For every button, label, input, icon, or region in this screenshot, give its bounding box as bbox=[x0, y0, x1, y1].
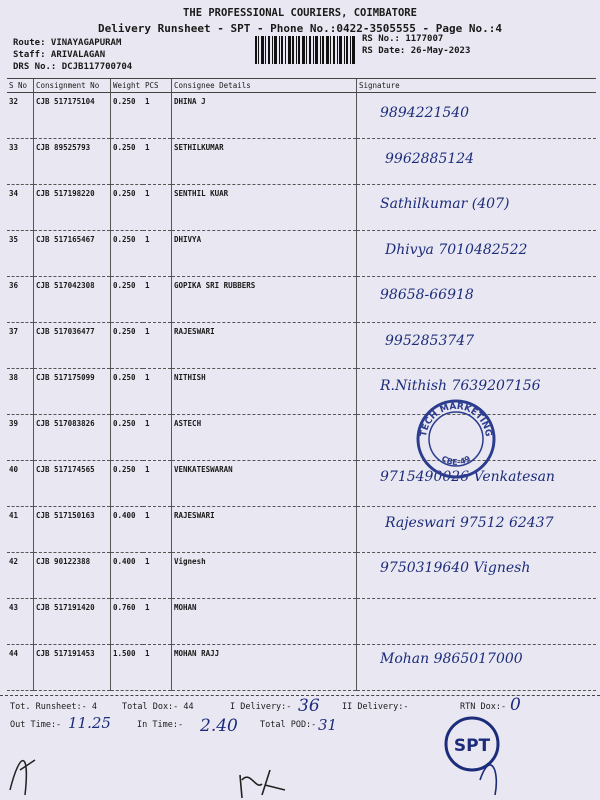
runsheet-subtitle: Delivery Runsheet - SPT - Phone No.:0422-3505555 - Page No.:4 bbox=[98, 22, 502, 35]
col-signature: Signature bbox=[357, 79, 597, 93]
cell-pcs: 1 bbox=[143, 185, 172, 231]
handwritten-signature: 9894221540 bbox=[380, 105, 470, 121]
table-row bbox=[7, 277, 596, 323]
cell-consignee: MOHAN bbox=[172, 599, 357, 645]
cell-weight: 0.250 bbox=[111, 369, 144, 415]
cell-sno: 36 bbox=[7, 277, 34, 323]
staff-label: Staff: ARIVALAGAN bbox=[13, 50, 106, 60]
cell-consignee: GOPIKA SRI RUBBERS bbox=[172, 277, 357, 323]
cell-consignment: CJB 517042308 bbox=[34, 277, 111, 323]
cell-signature bbox=[357, 599, 597, 645]
cell-consignee: DHINA J bbox=[172, 93, 357, 139]
cell-sno: 42 bbox=[7, 553, 34, 599]
col-sno: S No bbox=[7, 79, 34, 93]
total-pod-value: 31 bbox=[318, 716, 338, 734]
route-label: Route: VINAYAGAPURAM bbox=[13, 38, 122, 48]
cell-consignee: RAJESWARI bbox=[172, 507, 357, 553]
table-row bbox=[7, 415, 596, 461]
cell-consignment: CJB 517165467 bbox=[34, 231, 111, 277]
table-row bbox=[7, 599, 596, 645]
cell-weight: 0.250 bbox=[111, 185, 144, 231]
cell-consignment: CJB 89525793 bbox=[34, 139, 111, 185]
cell-weight: 0.760 bbox=[111, 599, 144, 645]
cell-pcs: 1 bbox=[143, 461, 172, 507]
cell-consignment: CJB 517174565 bbox=[34, 461, 111, 507]
cell-pcs: 1 bbox=[143, 645, 172, 691]
cell-consignment: CJB 517036477 bbox=[34, 323, 111, 369]
in-time-label: In Time:- bbox=[137, 720, 184, 730]
cell-consignment: CJB 517175099 bbox=[34, 369, 111, 415]
cell-pcs: 1 bbox=[143, 139, 172, 185]
cell-consignee: VENKATESWARAN bbox=[172, 461, 357, 507]
tot-runsheet: Tot. Runsheet:- 4 bbox=[10, 702, 97, 712]
cell-pcs: 1 bbox=[143, 599, 172, 645]
cell-consignment: CJB 517175104 bbox=[34, 93, 111, 139]
cell-pcs: 1 bbox=[143, 369, 172, 415]
rs-number: RS No.: 1177007 bbox=[362, 34, 444, 44]
rs-date: RS Date: 26-May-2023 bbox=[362, 46, 471, 56]
cell-weight: 0.250 bbox=[111, 93, 144, 139]
drs-label: DRS No.: DCJB117700704 bbox=[13, 62, 133, 72]
cell-consignment: CJB 517191453 bbox=[34, 645, 111, 691]
cell-pcs: 1 bbox=[143, 415, 172, 461]
stamp-bottom-text: CBE-49 bbox=[439, 454, 473, 467]
cell-consignee: SENTHIL KUAR bbox=[172, 185, 357, 231]
cell-sno: 39 bbox=[7, 415, 34, 461]
cell-weight: 0.250 bbox=[111, 323, 144, 369]
cell-consignment: CJB 517083826 bbox=[34, 415, 111, 461]
i-delivery-value: 36 bbox=[298, 696, 320, 716]
round-stamp-icon bbox=[415, 398, 497, 480]
cell-consignment: CJB 517198220 bbox=[34, 185, 111, 231]
col-consignee: Consignee Details bbox=[172, 79, 357, 93]
spt-stamp-text: SPT bbox=[453, 736, 491, 756]
cell-weight: 0.250 bbox=[111, 231, 144, 277]
cell-pcs: 1 bbox=[143, 231, 172, 277]
rtn-dox-value: 0 bbox=[510, 695, 521, 715]
out-time-label: Out Time:- bbox=[10, 720, 62, 730]
cell-weight: 0.250 bbox=[111, 461, 144, 507]
cell-sno: 32 bbox=[7, 93, 34, 139]
table-row bbox=[7, 93, 596, 139]
svg-text:CBE-49 bbox=[440, 454, 472, 467]
handwritten-signature: Rajeswari 97512 62437 bbox=[385, 514, 554, 531]
handwritten-signature: 9750319640 Vignesh bbox=[380, 560, 531, 576]
signature-scribbles-icon bbox=[0, 740, 600, 800]
handwritten-signature: Sathilkumar (407) bbox=[380, 196, 510, 212]
cell-consignment: CJB 517150163 bbox=[34, 507, 111, 553]
col-weight: Weight bbox=[111, 79, 144, 93]
cell-consignee: DHIVYA bbox=[172, 231, 357, 277]
cell-sno: 41 bbox=[7, 507, 34, 553]
cell-sno: 40 bbox=[7, 461, 34, 507]
table-row bbox=[7, 139, 596, 185]
total-pod-label: Total POD:- bbox=[260, 720, 317, 730]
handwritten-signature: 9952853747 bbox=[385, 332, 475, 349]
cell-sno: 37 bbox=[7, 323, 34, 369]
cell-pcs: 1 bbox=[143, 323, 172, 369]
out-time-value: 11.25 bbox=[68, 714, 111, 732]
handwritten-signature: Mohan 9865017000 bbox=[380, 651, 523, 667]
cell-consignee: SETHILKUMAR bbox=[172, 139, 357, 185]
stamp-top-text: TECH MARKETING bbox=[419, 401, 494, 438]
ii-delivery-label: II Delivery:- bbox=[342, 702, 409, 712]
total-dox: Total Dox:- 44 bbox=[122, 702, 194, 712]
rtn-dox-label: RTN Dox:- bbox=[460, 702, 507, 712]
in-time-value: 2.40 bbox=[200, 716, 238, 736]
company-title: THE PROFESSIONAL COURIERS, COIMBATORE bbox=[183, 7, 417, 19]
cell-consignee: ASTECH bbox=[172, 415, 357, 461]
cell-sno: 43 bbox=[7, 599, 34, 645]
cell-sno: 33 bbox=[7, 139, 34, 185]
cell-pcs: 1 bbox=[143, 553, 172, 599]
cell-sno: 44 bbox=[7, 645, 34, 691]
cell-weight: 0.400 bbox=[111, 553, 144, 599]
cell-pcs: 1 bbox=[143, 93, 172, 139]
cell-weight: 0.400 bbox=[111, 507, 144, 553]
table-row bbox=[7, 323, 596, 369]
handwritten-signature: Dhivya 7010482522 bbox=[385, 241, 528, 258]
cell-consignment: CJB 90122388 bbox=[34, 553, 111, 599]
cell-consignee: NITHISH bbox=[172, 369, 357, 415]
cell-weight: 0.250 bbox=[111, 415, 144, 461]
barcode-icon bbox=[255, 36, 355, 64]
cell-pcs: 1 bbox=[143, 277, 172, 323]
handwritten-signature: 9962885124 bbox=[385, 150, 475, 167]
cell-consignee: RAJESWARI bbox=[172, 323, 357, 369]
cell-consignment: CJB 517191420 bbox=[34, 599, 111, 645]
cell-weight: 0.250 bbox=[111, 139, 144, 185]
cell-sno: 35 bbox=[7, 231, 34, 277]
handwritten-signature: R.Nithish 7639207156 bbox=[380, 378, 541, 394]
handwritten-signature: 98658-66918 bbox=[380, 287, 474, 303]
col-pcs: PCS bbox=[143, 79, 172, 93]
cell-pcs: 1 bbox=[143, 507, 172, 553]
cell-sno: 34 bbox=[7, 185, 34, 231]
cell-weight: 0.250 bbox=[111, 277, 144, 323]
table-header-row bbox=[7, 79, 596, 93]
cell-weight: 1.500 bbox=[111, 645, 144, 691]
cell-sno: 38 bbox=[7, 369, 34, 415]
i-delivery-label: I Delivery:- bbox=[230, 702, 292, 712]
col-consignment: Consignment No bbox=[34, 79, 111, 93]
cell-consignee: Vignesh bbox=[172, 553, 357, 599]
handwritten-signature: 9715490026 Venkatesan bbox=[380, 469, 555, 485]
cell-consignee: MOHAN RAJJ bbox=[172, 645, 357, 691]
